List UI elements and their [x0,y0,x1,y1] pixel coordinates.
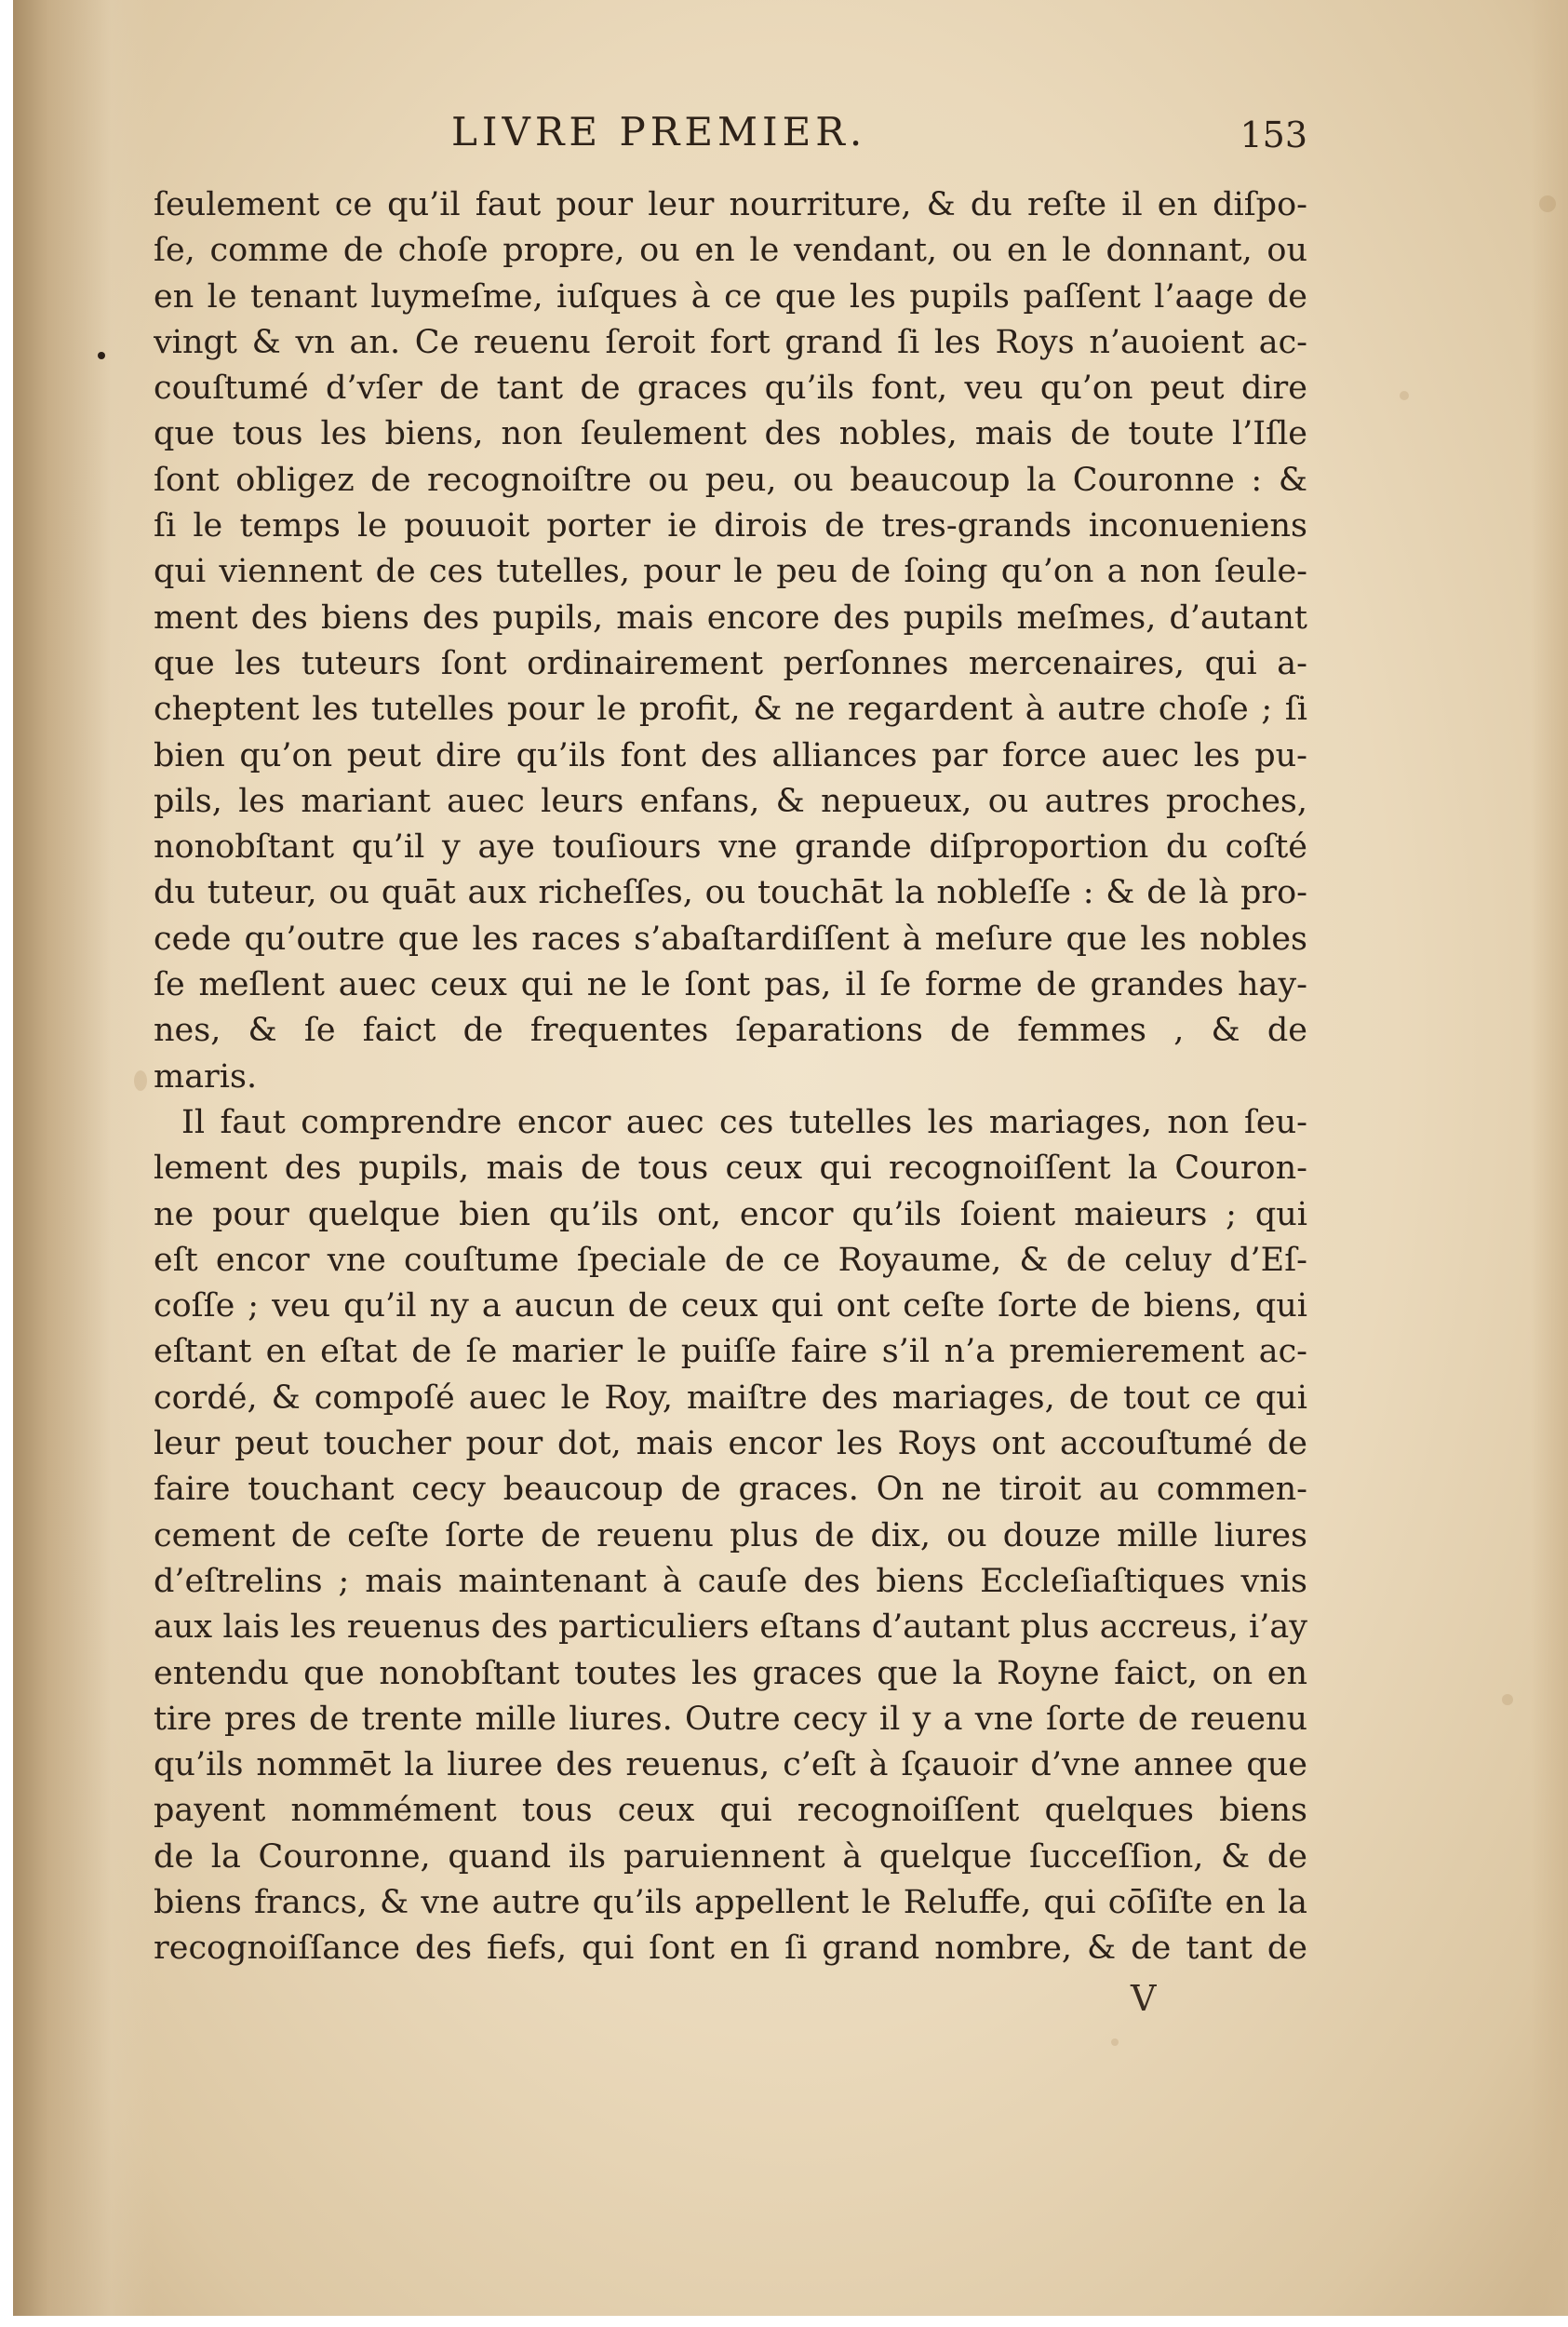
gutter-shadow [13,0,153,2316]
text-line: ſi le temps le pouuoit porter ie dirois de tres-grands inconueniens [154,507,1307,545]
text-line: nonobſtant qu’il y aye touſiours vne grande diſproportion du coſté [154,828,1307,867]
text-line: leur peut toucher pour dot, mais encor les Roys ont accouſtumé de [154,1425,1307,1463]
text-line: cede qu’outre que les races s’abaſtardiſſent à meſure que les nobles [154,920,1307,958]
text-line: payent nommément tous ceux qui recognoiſſent quelques biens [154,1792,1307,1830]
paragraph-start-line: Il faut comprendre encor auec ces tutelles les mariages, non ſeu- [181,1103,1307,1141]
text-line: cement de ceſte ſorte de reuenu plus de dix, ou douze mille liures [154,1516,1307,1554]
text-line: du tuteur, ou quāt aux richeſſes, ou touchāt la nobleſſe : & de là pro- [154,874,1307,912]
text-line: lement des pupils, mais de tous ceux qui recognoiſſent la Couron- [154,1150,1307,1188]
text-line: biens francs, & vne autre qu’ils appellent le Reluffe, qui cōſiſte en la [154,1883,1307,1921]
text-line: nes, & ſe faict de frequentes ſeparations de femmes , & de [154,1012,1307,1050]
text-line: d’eſtrelins ; mais maintenant à cauſe des biens Eccleſiaſtiques vnis [154,1562,1307,1600]
text-line: ſe, comme de choſe propre, ou en le vendant, ou en le donnant, ou [154,232,1307,270]
page-header [154,107,1307,172]
text-line: ſe meſlent auec ceux qui ne le ſont pas, il ſe forme de grandes hay- [154,966,1307,1004]
foxing-spot [1502,1694,1513,1705]
text-line: bien qu’on peut dire qu’ils font des alliances par force auec les pu- [154,736,1307,774]
text-line: que les tuteurs ſont ordinairement perſonnes mercenaires, qui a- [154,644,1307,682]
text-line: tire pres de trente mille liures. Outre cecy il y a vne ſorte de reuenu [154,1700,1307,1738]
text-line: qu’ils nommēt la liuree des reuenus, c’eſt à ſçauoir d’vne annee que [154,1746,1307,1784]
text-line: pils, les mariant auec leurs enfans, & nepueux, ou autres proches, [154,782,1307,820]
text-line: ment des biens des pupils, mais encore des pupils meſmes, d’autant [154,599,1307,637]
body-text [154,182,1307,1972]
text-line: en le tenant luymeſme, iuſques à ce que les pupils paſſent l’aage de [154,277,1307,316]
foxing-spot [1539,195,1556,212]
running-head: LIVRE PREMIER. [451,109,867,155]
text-line: aux lais les reuenus des particuliers eſtans d’autant plus accreus, i’ay [154,1608,1307,1647]
text-line: couſtumé d’vſer de tant de graces qu’ils font, veu qu’on peut dire [154,370,1307,408]
text-line: recognoiſſance des fiefs, qui ſont en ſi grand nombre, & de tant de [154,1930,1307,1968]
foxing-spot [134,1070,147,1091]
text-line: vingt & vn an. Ce reuenu ſeroit fort grand ſi les Roys n’auoient ac- [154,323,1307,361]
text-line: qui viennent de ces tutelles, pour le peu de ſoing qu’on a non ſeule- [154,553,1307,591]
text-line: de la Couronne, quand ils paruiennent à quelque ſucceſſion, & de [154,1837,1307,1876]
text-line: cheptent les tutelles pour le profit, & ne regardent à autre choſe ; ſi [154,691,1307,729]
text-line: entendu que nonobſtant toutes les graces que la Royne faict, on en [154,1654,1307,1692]
foxing-spot [1111,2038,1119,2046]
signature-mark: V [1131,1978,1157,2019]
margin-dot [98,352,105,359]
text-line: que tous les biens, non ſeulement des nobles, mais de toute l’Iſle [154,415,1307,453]
page-edge [1531,0,1568,2316]
page-number: 153 [1240,114,1307,155]
foxing-spot [1400,391,1409,400]
text-line: eſt encor vne couſtume ſpeciale de ce Royaume, & de celuy d’Eſ- [154,1241,1307,1279]
text-line: eſtant en eſtat de ſe marier le puiſſe faire s’il n’a premierement ac- [154,1333,1307,1371]
text-line: cordé, & compoſé auec le Roy, maiſtre des mariages, de tout ce qui [154,1379,1307,1417]
text-line: faire touchant cecy beaucoup de graces. On ne tiroit au commen- [154,1471,1307,1509]
text-line: ſeulement ce qu’il faut pour leur nourriture, & du reſte il en diſpo- [154,186,1307,223]
paragraph-end-line: maris. [154,1057,258,1096]
text-line: ſont obligez de recognoiſtre ou peu, ou beaucoup la Couronne : & [154,461,1307,499]
text-line: ne pour quelque bien qu’ils ont, encor qu’ils ſoient maieurs ; qui [154,1195,1307,1233]
text-line: coſſe ; veu qu’il ny a aucun de ceux qui ont ceſte ſorte de biens, qui [154,1287,1307,1325]
